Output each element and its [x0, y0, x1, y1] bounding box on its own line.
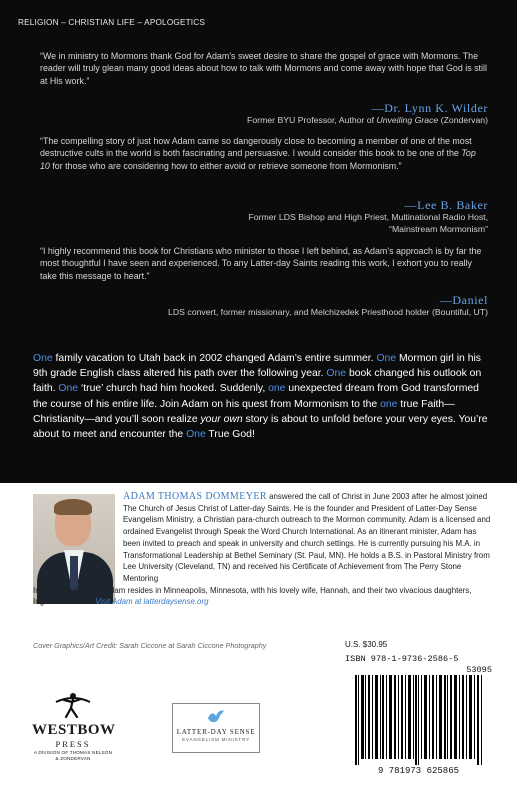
endorsement-attribution	[58, 293, 488, 319]
endorsement-quote: “I highly recommend this book for Christians who minister to those I left behind, as Adam’s approach is by far the most thoughtful I have seen and experienced. To any Latter-day Saints reading this work, I exhort you to really take this message to heart.”	[40, 246, 482, 281]
barcode	[345, 652, 492, 780]
author-bio: ADAM THOMAS DOMMEYER answered the call of Christ in June 2003 after he almost joined The Church of Jesus Christ of Latter-day Saints. He is the founder and President of Latter-Day Sense Evangelism Ministry, a Christian para-church outreach to the Mormon community. Adam is a licensed and ordained Evangelist through Speak the Word Church International. As an itinerant minister, Adam has been invited to preach and speak in university and church settings. He is currently pursuing his M.A. in Transformational Leadership at Bethel Seminary (St. Paul, MN). He holds a B.S. in Pastoral Ministry from Lee University (Cleveland, TN) and received his Certificate of Achievement from The Perry Stone Mentoring Institute for Ministry. Adam resides in Minneapolis, Minnesota, with his lovely wife, Hannah, and their two vivacious daughters, Ingrid and Liesel. Visit Adam at latterdaysense.org	[33, 491, 491, 607]
price-code: 53095	[466, 665, 492, 675]
endorser-title: Former LDS Bishop and High Priest, Multinational Radio Host,	[248, 212, 488, 222]
ministry-subtitle: EVANGELISM MINISTRY	[182, 737, 250, 742]
ministry-logo	[172, 703, 260, 753]
publisher-press: PRESS	[55, 739, 91, 749]
publisher-logo	[32, 690, 114, 761]
publisher-name: WESTBOW	[32, 722, 116, 738]
dove-icon	[206, 708, 226, 726]
endorsement-attribution	[58, 198, 488, 235]
cover-credit: Cover Graphics/Art Credit: Sarah Ciccone at Sarah Ciccone Photography	[33, 641, 267, 650]
endorsement-attribution	[58, 101, 488, 127]
endorser-title: LDS convert, former missionary, and Melchizedek Priesthood holder (Bountiful, UT)	[168, 307, 488, 317]
endorsement-quote: “We in ministry to Mormons thank God for Adam’s sweet desire to share the gospel of grace with Mormons. The reader will truly glean many good ideas about how to talk with Mormons and come away with hope that God is still at His work.”	[40, 51, 487, 86]
endorser-title: Former BYU Professor, Author of Unveiling Grace (Zondervan)	[247, 115, 488, 125]
category-label: RELIGION – CHRISTIAN LIFE – APOLOGETICS	[18, 18, 206, 27]
author-website-link[interactable]: Visit Adam at latterdaysense.org	[95, 597, 209, 607]
book-description: One family vacation to Utah back in 2002 changed Adam’s entire summer. One Mormon girl in his 9th grade English class altered his path over the following year. One book changed his outlook on faith. One ‘true’ church had him hooked. Suddenly, one unexpected dream from God transformed the course of his entire life. Join Adam on his quest from Mormonism to the one true Faith—Christianity—and you’ll soon realize your own story is about to unfold before your very eyes. You’re about to meet and encounter the One True God!	[33, 353, 488, 441]
publisher-division: A DIVISION OF THOMAS NELSON & ZONDERVAN	[33, 750, 113, 761]
endorser-title: “Mainstream Mormonism”	[389, 223, 488, 234]
author-bio-continued: Institute for Ministry. Adam resides in Minneapolis, Minnesota, with his lovely wife, Hannah, and their two vivacious daughters, Ingrid and Liesel. Visit Adam at latterdaysense.org	[33, 585, 472, 607]
barcode-number: 9 781973 625865	[377, 766, 459, 776]
endorser-name: —Lee B. Baker	[404, 198, 488, 212]
endorser-name: —Daniel	[439, 293, 488, 307]
barcode-icon	[355, 675, 485, 765]
author-name: ADAM THOMAS DOMMEYER	[123, 491, 267, 502]
isbn-label: ISBN 978-1-9736-2586-5	[345, 654, 459, 664]
price-label: U.S. $30.95	[345, 640, 388, 649]
runner-figure-icon	[53, 690, 93, 720]
endorsement-quote: “The compelling story of just how Adam came so dangerously close to becoming a member of one of the most destructive cults in the world is both fascinating and persuasive. I would consider this book to be one of the Top 10 for those who are considering how to either avoid or retrieve someone from Mormonism.”	[40, 136, 476, 171]
endorser-name: —Dr. Lynn K. Wilder	[371, 101, 488, 115]
ministry-name: LATTER-DAY SENSE	[176, 728, 256, 736]
